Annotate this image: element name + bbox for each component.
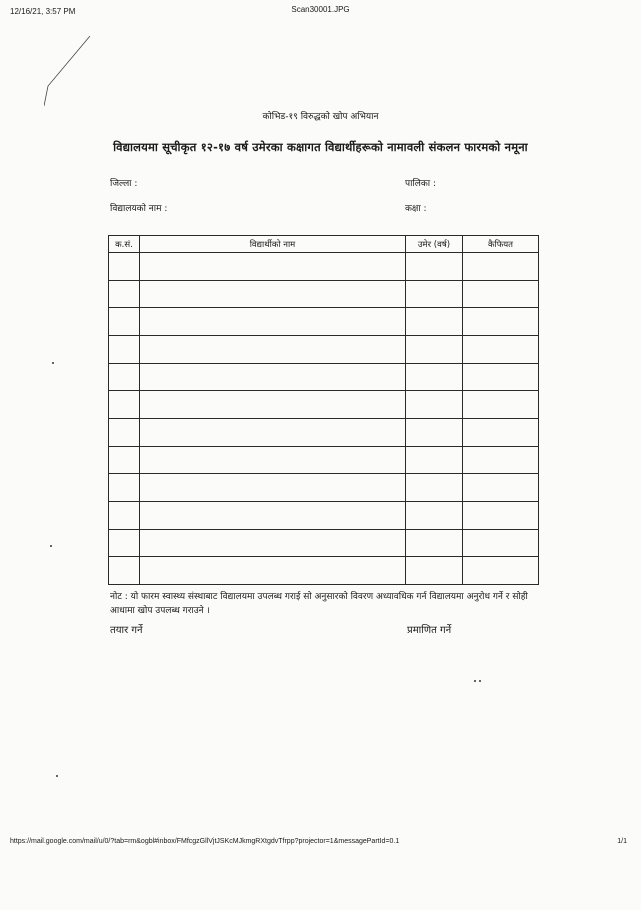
table-cell [406, 418, 463, 446]
table-cell [406, 280, 463, 308]
table-cell [463, 391, 539, 419]
table-row [109, 529, 539, 557]
table-cell [140, 391, 406, 419]
certified-by-label: प्रमाणित गर्ने [407, 625, 452, 636]
campaign-subtitle: कोभिड-१९ विरुद्धको खोप अभियान [262, 112, 379, 122]
table-cell [140, 363, 406, 391]
table-cell [406, 557, 463, 585]
table-cell [140, 253, 406, 281]
table-row [109, 391, 539, 419]
scan-speck [56, 775, 58, 777]
print-file-name: Scan30001.JPG [291, 5, 350, 14]
form-title: विद्यालयमा सूचीकृत १२-१७ वर्ष उमेरका कक्षागत विद्यार्थीहरूको नामावली संकलन फारमको नमूना [113, 140, 528, 154]
table-cell [109, 253, 140, 281]
table-row [109, 363, 539, 391]
print-page-number: 1/1 [617, 838, 627, 845]
table-cell [463, 280, 539, 308]
table-row [109, 418, 539, 446]
scan-speck [50, 545, 52, 547]
table-row [109, 474, 539, 502]
table-row [109, 557, 539, 585]
table-cell [463, 335, 539, 363]
table-cell [406, 253, 463, 281]
table-cell [140, 474, 406, 502]
form-note: नोट : यो फारम स्वास्थ्य संस्थाबाट विद्यालयमा उपलब्ध गराई सो अनुसारको विवरण अध्यावधिक गर्न विद्यालयमा अनुरोध गर्ने र सोही आधामा खोप उपलब्ध गराउने । [110, 592, 528, 616]
table-row [109, 308, 539, 336]
table-cell [140, 418, 406, 446]
table-cell [406, 363, 463, 391]
scan-speck [474, 680, 476, 682]
table-cell [109, 557, 140, 585]
print-datetime: 12/16/21, 3:57 PM [10, 7, 76, 16]
class-label: कक्षा : [405, 204, 427, 214]
table-header-row [109, 236, 539, 253]
table-cell [140, 501, 406, 529]
student-roster-table [108, 235, 539, 585]
table-cell [406, 529, 463, 557]
table-cell [463, 529, 539, 557]
table-cell [140, 280, 406, 308]
table-cell [109, 474, 140, 502]
table-cell [406, 446, 463, 474]
table-cell [109, 446, 140, 474]
table-row [109, 501, 539, 529]
school-name-label: विद्यालयको नाम : [110, 204, 168, 214]
scan-speck [479, 680, 481, 682]
table-cell [109, 308, 140, 336]
table-cell [406, 335, 463, 363]
table-cell [463, 557, 539, 585]
table-cell [463, 418, 539, 446]
print-url: https://mail.google.com/mail/u/0/?tab=rm&ogbl#inbox/FMfcgzGllVjtJSKcMJkmgRXtgdvTfrpp?projector=1&messagePartId=0.1 [10, 838, 400, 845]
table-cell [463, 308, 539, 336]
table-cell [406, 474, 463, 502]
prepared-by-label: तयार गर्ने [110, 625, 143, 636]
table-row [109, 280, 539, 308]
table-cell [463, 253, 539, 281]
table-cell [109, 280, 140, 308]
table-cell [463, 363, 539, 391]
table-cell [109, 501, 140, 529]
table-row [109, 446, 539, 474]
municipality-label: पालिका : [405, 179, 437, 189]
table-row [109, 253, 539, 281]
table-cell [140, 446, 406, 474]
table-row [109, 335, 539, 363]
scan-speck [52, 362, 54, 364]
column-header-remarks: कैफियत [463, 236, 539, 253]
table-cell [406, 391, 463, 419]
table-cell [463, 501, 539, 529]
table-cell [406, 501, 463, 529]
table-cell [109, 335, 140, 363]
column-header-serial: क.सं. [109, 236, 140, 253]
table-cell [463, 474, 539, 502]
district-label: जिल्ला : [110, 179, 138, 189]
column-header-student-name: विद्यार्थीको नाम [140, 236, 406, 253]
column-header-age: उमेर (वर्ष) [406, 236, 463, 253]
table-cell [109, 391, 140, 419]
table-cell [109, 529, 140, 557]
table-cell [140, 529, 406, 557]
table-cell [109, 363, 140, 391]
table-cell [109, 418, 140, 446]
table-cell [463, 446, 539, 474]
table-cell [140, 557, 406, 585]
table-cell [140, 308, 406, 336]
scan-fold-mark [44, 36, 104, 106]
table-cell [140, 335, 406, 363]
table-cell [406, 308, 463, 336]
